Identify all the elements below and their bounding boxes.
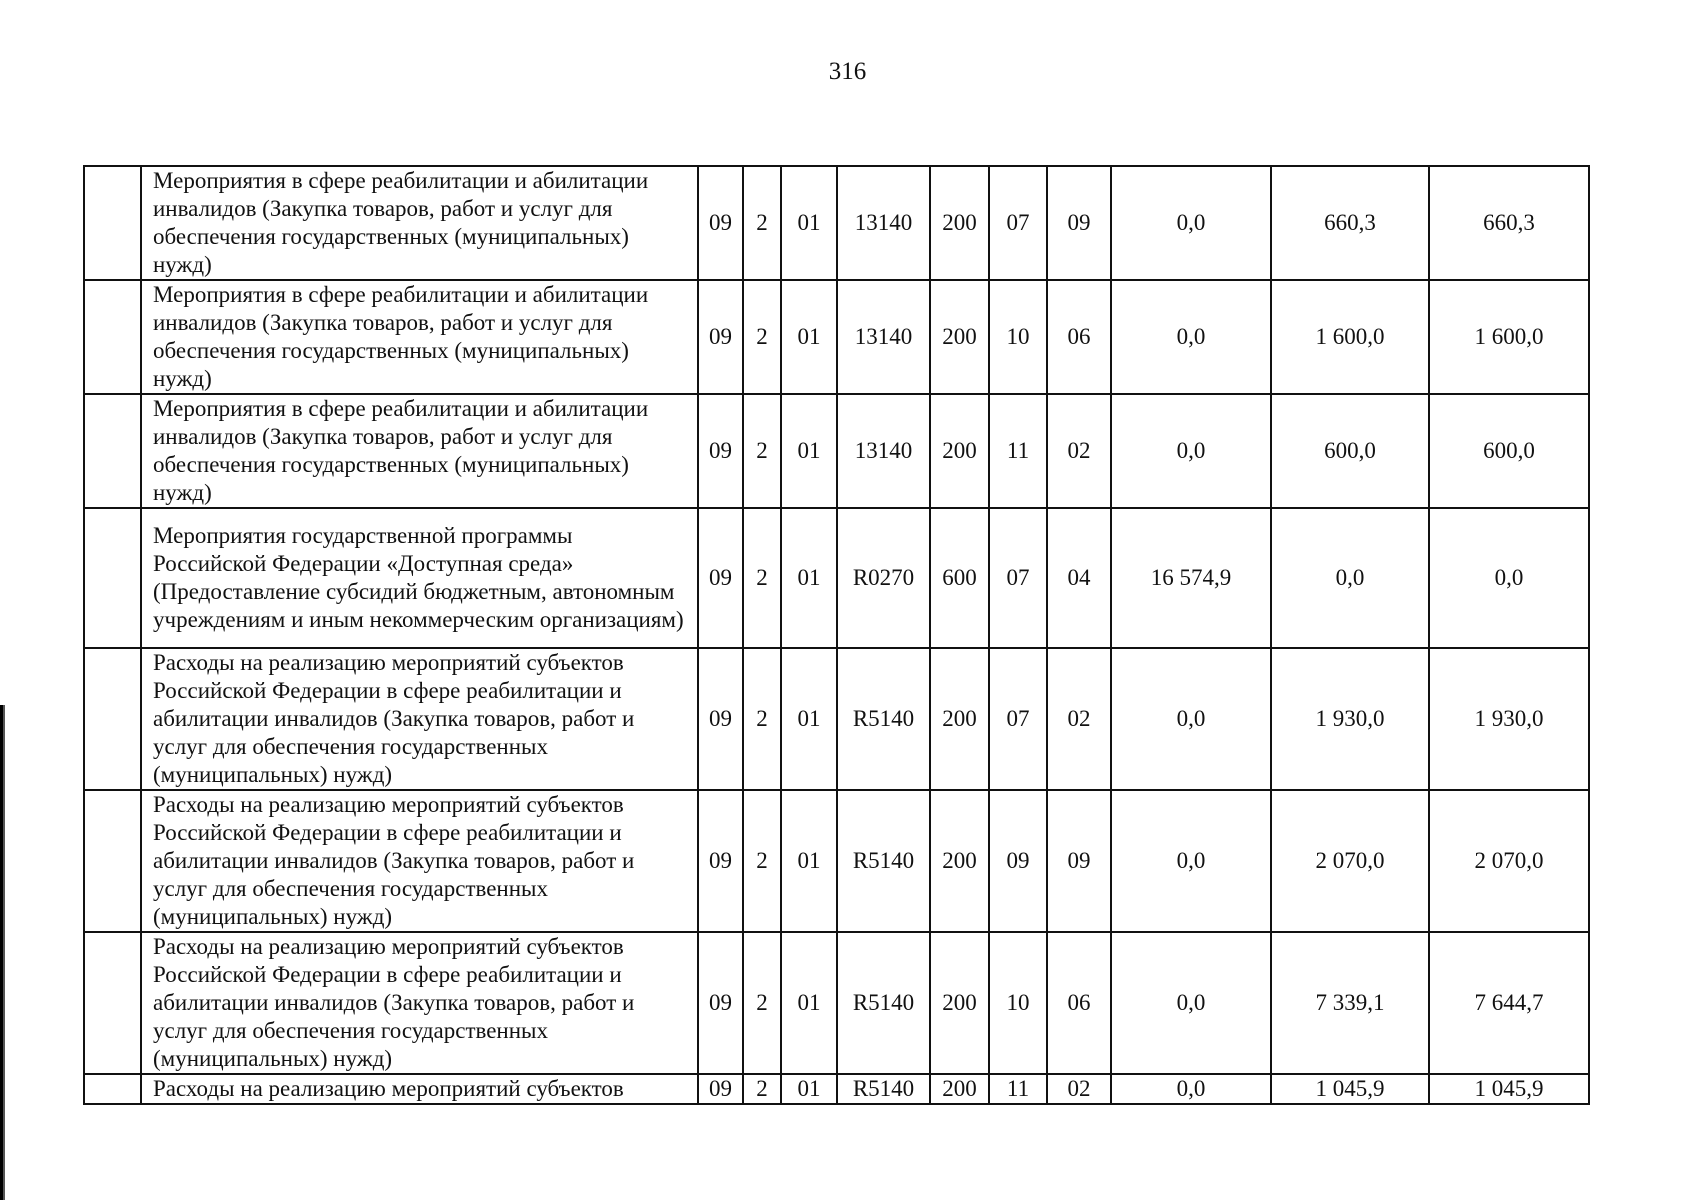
row-number-cell xyxy=(84,280,141,394)
amount-cell: 1 600,0 xyxy=(1271,280,1429,394)
code-cell: 09 xyxy=(698,508,743,648)
amount-cell: 16 574,9 xyxy=(1111,508,1271,648)
code-cell: 01 xyxy=(781,394,837,508)
amount-cell: 0,0 xyxy=(1429,508,1589,648)
code-cell: R5140 xyxy=(837,648,930,790)
code-cell: R5140 xyxy=(837,790,930,932)
code-cell: R5140 xyxy=(837,1074,930,1104)
row-number-cell xyxy=(84,1074,141,1104)
description-cell: Мероприятия в сфере реабилитации и абилитации инвалидов (Закупка товаров, работ и услуг для обеспечения государственных (муниципальных) нужд) xyxy=(141,394,698,508)
code-cell: 2 xyxy=(743,1074,781,1104)
code-cell: 07 xyxy=(989,508,1047,648)
code-cell: 09 xyxy=(698,1074,743,1104)
amount-cell: 600,0 xyxy=(1429,394,1589,508)
code-cell: 2 xyxy=(743,166,781,280)
code-cell: 600 xyxy=(930,508,989,648)
amount-cell: 0,0 xyxy=(1111,280,1271,394)
amount-cell: 2 070,0 xyxy=(1271,790,1429,932)
row-number-cell xyxy=(84,648,141,790)
code-cell: 02 xyxy=(1047,1074,1111,1104)
row-number-cell xyxy=(84,166,141,280)
code-cell: 2 xyxy=(743,280,781,394)
amount-cell: 1 045,9 xyxy=(1429,1074,1589,1104)
amount-cell: 600,0 xyxy=(1271,394,1429,508)
code-cell: 2 xyxy=(743,394,781,508)
description-cell: Расходы на реализацию мероприятий субъектов xyxy=(141,1074,698,1104)
amount-cell: 1 930,0 xyxy=(1429,648,1589,790)
scan-edge-shadow xyxy=(3,705,5,1200)
code-cell: 06 xyxy=(1047,932,1111,1074)
code-cell: 02 xyxy=(1047,394,1111,508)
description-cell: Мероприятия в сфере реабилитации и абилитации инвалидов (Закупка товаров, работ и услуг для обеспечения государственных (муниципальных) нужд) xyxy=(141,280,698,394)
table-row xyxy=(84,508,1589,648)
code-cell: 13140 xyxy=(837,394,930,508)
amount-cell: 660,3 xyxy=(1271,166,1429,280)
amount-cell: 0,0 xyxy=(1111,394,1271,508)
description-cell: Расходы на реализацию мероприятий субъектов Российской Федерации в сфере реабилитации и абилитации инвалидов (Закупка товаров, работ и услуг для обеспечения государственных (муниципальных) нужд) xyxy=(141,648,698,790)
row-number-cell xyxy=(84,394,141,508)
code-cell: 06 xyxy=(1047,280,1111,394)
amount-cell: 1 600,0 xyxy=(1429,280,1589,394)
budget-table xyxy=(83,165,1590,1105)
page-number: 316 xyxy=(828,58,867,85)
code-cell: 200 xyxy=(930,166,989,280)
code-cell: 11 xyxy=(989,1074,1047,1104)
code-cell: 07 xyxy=(989,648,1047,790)
code-cell: 02 xyxy=(1047,648,1111,790)
description-cell: Расходы на реализацию мероприятий субъектов Российской Федерации в сфере реабилитации и абилитации инвалидов (Закупка товаров, работ и услуг для обеспечения государственных (муниципальных) нужд) xyxy=(141,790,698,932)
code-cell: 09 xyxy=(698,648,743,790)
code-cell: 2 xyxy=(743,508,781,648)
amount-cell: 0,0 xyxy=(1111,932,1271,1074)
amount-cell: 1 930,0 xyxy=(1271,648,1429,790)
code-cell: 10 xyxy=(989,280,1047,394)
amount-cell: 2 070,0 xyxy=(1429,790,1589,932)
code-cell: 13140 xyxy=(837,166,930,280)
amount-cell: 660,3 xyxy=(1429,166,1589,280)
code-cell: 11 xyxy=(989,394,1047,508)
code-cell: 200 xyxy=(930,648,989,790)
code-cell: 04 xyxy=(1047,508,1111,648)
code-cell: 01 xyxy=(781,166,837,280)
code-cell: 2 xyxy=(743,790,781,932)
table-row xyxy=(84,166,1589,280)
amount-cell: 7 644,7 xyxy=(1429,932,1589,1074)
code-cell: 09 xyxy=(1047,790,1111,932)
amount-cell: 0,0 xyxy=(1111,1074,1271,1104)
code-cell: 200 xyxy=(930,790,989,932)
code-cell: 09 xyxy=(698,932,743,1074)
code-cell: 09 xyxy=(989,790,1047,932)
table-row xyxy=(84,280,1589,394)
description-cell: Мероприятия государственной программы Российской Федерации «Доступная среда» (Предоставление субсидий бюджетным, автономным учреждениям и иным некоммерческим организациям) xyxy=(141,508,698,648)
code-cell: 09 xyxy=(698,166,743,280)
code-cell: 13140 xyxy=(837,280,930,394)
code-cell: 200 xyxy=(930,932,989,1074)
amount-cell: 7 339,1 xyxy=(1271,932,1429,1074)
code-cell: 200 xyxy=(930,394,989,508)
table-row xyxy=(84,790,1589,932)
code-cell: 2 xyxy=(743,648,781,790)
amount-cell: 1 045,9 xyxy=(1271,1074,1429,1104)
amount-cell: 0,0 xyxy=(1111,790,1271,932)
code-cell: 07 xyxy=(989,166,1047,280)
code-cell: 01 xyxy=(781,280,837,394)
code-cell: 10 xyxy=(989,932,1047,1074)
table-row xyxy=(84,1074,1589,1104)
code-cell: 09 xyxy=(698,394,743,508)
row-number-cell xyxy=(84,932,141,1074)
code-cell: 2 xyxy=(743,932,781,1074)
amount-cell: 0,0 xyxy=(1111,648,1271,790)
row-number-cell xyxy=(84,790,141,932)
code-cell: 09 xyxy=(698,790,743,932)
row-number-cell xyxy=(84,508,141,648)
code-cell: 01 xyxy=(781,1074,837,1104)
code-cell: R0270 xyxy=(837,508,930,648)
code-cell: 09 xyxy=(1047,166,1111,280)
amount-cell: 0,0 xyxy=(1111,166,1271,280)
table-row xyxy=(84,932,1589,1074)
amount-cell: 0,0 xyxy=(1271,508,1429,648)
code-cell: R5140 xyxy=(837,932,930,1074)
table-row xyxy=(84,648,1589,790)
description-cell: Расходы на реализацию мероприятий субъектов Российской Федерации в сфере реабилитации и абилитации инвалидов (Закупка товаров, работ и услуг для обеспечения государственных (муниципальных) нужд) xyxy=(141,932,698,1074)
code-cell: 200 xyxy=(930,280,989,394)
code-cell: 01 xyxy=(781,508,837,648)
code-cell: 09 xyxy=(698,280,743,394)
code-cell: 01 xyxy=(781,790,837,932)
code-cell: 200 xyxy=(930,1074,989,1104)
code-cell: 01 xyxy=(781,932,837,1074)
description-cell: Мероприятия в сфере реабилитации и абилитации инвалидов (Закупка товаров, работ и услуг для обеспечения государственных (муниципальных) нужд) xyxy=(141,166,698,280)
code-cell: 01 xyxy=(781,648,837,790)
table-row xyxy=(84,394,1589,508)
